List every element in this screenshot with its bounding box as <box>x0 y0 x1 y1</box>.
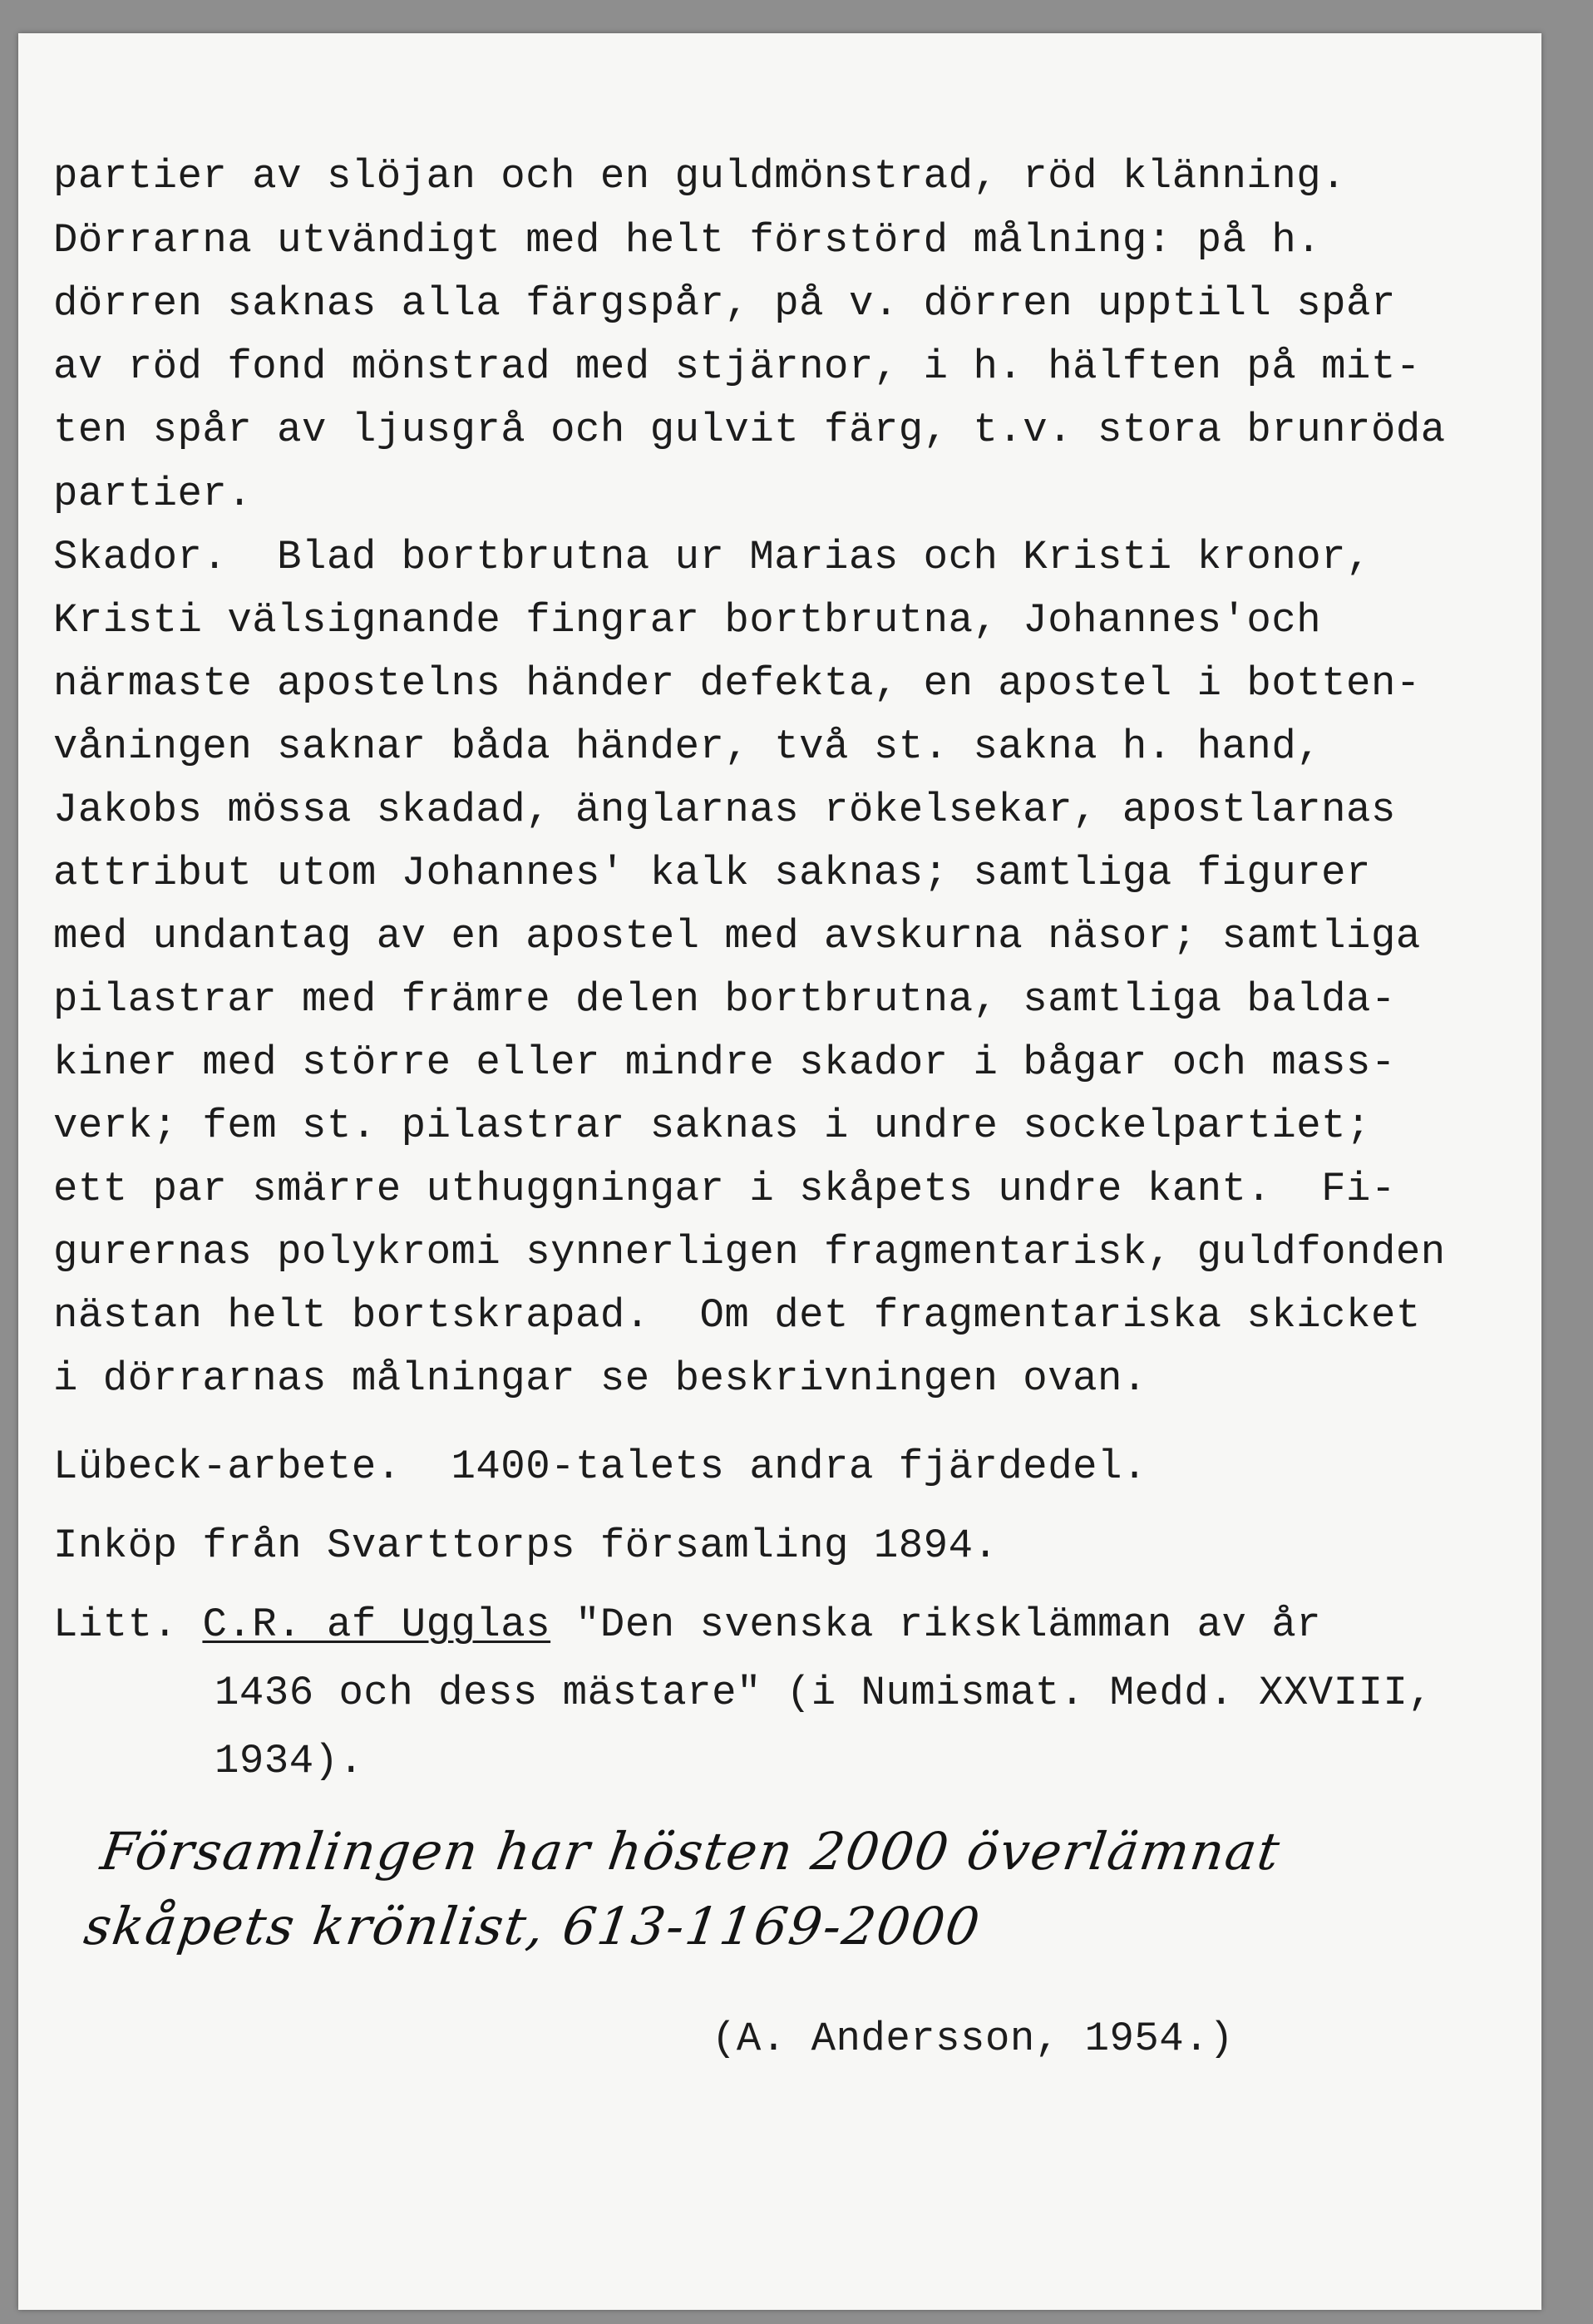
literature-line-1 <box>53 1601 1322 1648</box>
damage-line-4: våningen saknar båda händer, två st. sakna h. hand, <box>53 723 1322 770</box>
damage-line-8: pilastrar med främre delen bortbrutna, samtliga balda- <box>53 976 1396 1023</box>
signature: (A. Andersson, 1954.) <box>712 2016 1235 2062</box>
description-line-3: dörren saknas alla färgspår, på v. dörren upptill spår <box>53 280 1396 327</box>
description-line-2: Dörrarna utvändigt med helt förstörd målning: på h. <box>53 217 1322 264</box>
literature-line-3: 1934). <box>215 1738 364 1784</box>
literature-label: Litt. <box>53 1601 178 1648</box>
catalog-card <box>18 33 1541 2310</box>
damage-line-3: närmaste apostelns händer defekta, en apostel i botten- <box>53 660 1421 707</box>
damage-line-12: gurernas polykromi synnerligen fragmentarisk, guldfonden <box>53 1229 1446 1275</box>
description-line-1: partier av slöjan och en guldmönstrad, röd klänning. <box>53 153 1347 200</box>
literature-line-2: 1436 och dess mästare" (i Numismat. Medd. XXVIII, <box>215 1670 1433 1716</box>
damage-line-5: Jakobs mössa skadad, änglarnas rökelsekar, apostlarnas <box>53 787 1396 833</box>
handwritten-note-line-2: skåpets krönlist, 613-1169-2000 <box>80 1896 985 1956</box>
damage-line-7: med undantag av en apostel med avskurna näsor; samtliga <box>53 913 1421 960</box>
description-line-4: av röd fond mönstrad med stjärnor, i h. hälften på mit- <box>53 343 1421 390</box>
literature-author: C.R. af Ugglas <box>202 1601 551 1648</box>
description-line-5: ten spår av ljusgrå och gulvit färg, t.v. stora brunröda <box>53 407 1446 453</box>
handwritten-note-line-1: Församlingen har hösten 2000 överlämnat <box>96 1821 1285 1882</box>
damage-line-11: ett par smärre uthuggningar i skåpets undre kant. Fi- <box>53 1166 1396 1212</box>
damage-line-14: i dörrarnas målningar se beskrivningen ovan. <box>53 1355 1147 1402</box>
damage-line-13: nästan helt bortskrapad. Om det fragmentariska skicket <box>53 1292 1421 1339</box>
acquisition-line: Inköp från Svarttorps församling 1894. <box>53 1522 999 1569</box>
damage-line-2: Kristi välsignande fingrar bortbrutna, Johannes'och <box>53 597 1322 644</box>
origin-line: Lübeck-arbete. 1400-talets andra fjärdedel. <box>53 1443 1147 1490</box>
damage-line-6: attribut utom Johannes' kalk saknas; samtliga figurer <box>53 850 1371 896</box>
literature-title: "Den svenska riksklämman av år <box>550 1601 1322 1648</box>
damage-line-9: kiner med större eller mindre skador i bågar och mass- <box>53 1039 1396 1086</box>
description-line-6: partier. <box>53 471 253 517</box>
damage-line-10: verk; fem st. pilastrar saknas i undre sockelpartiet; <box>53 1103 1371 1149</box>
damage-line-1: Skador. Blad bortbrutna ur Marias och Kristi kronor, <box>53 534 1371 580</box>
